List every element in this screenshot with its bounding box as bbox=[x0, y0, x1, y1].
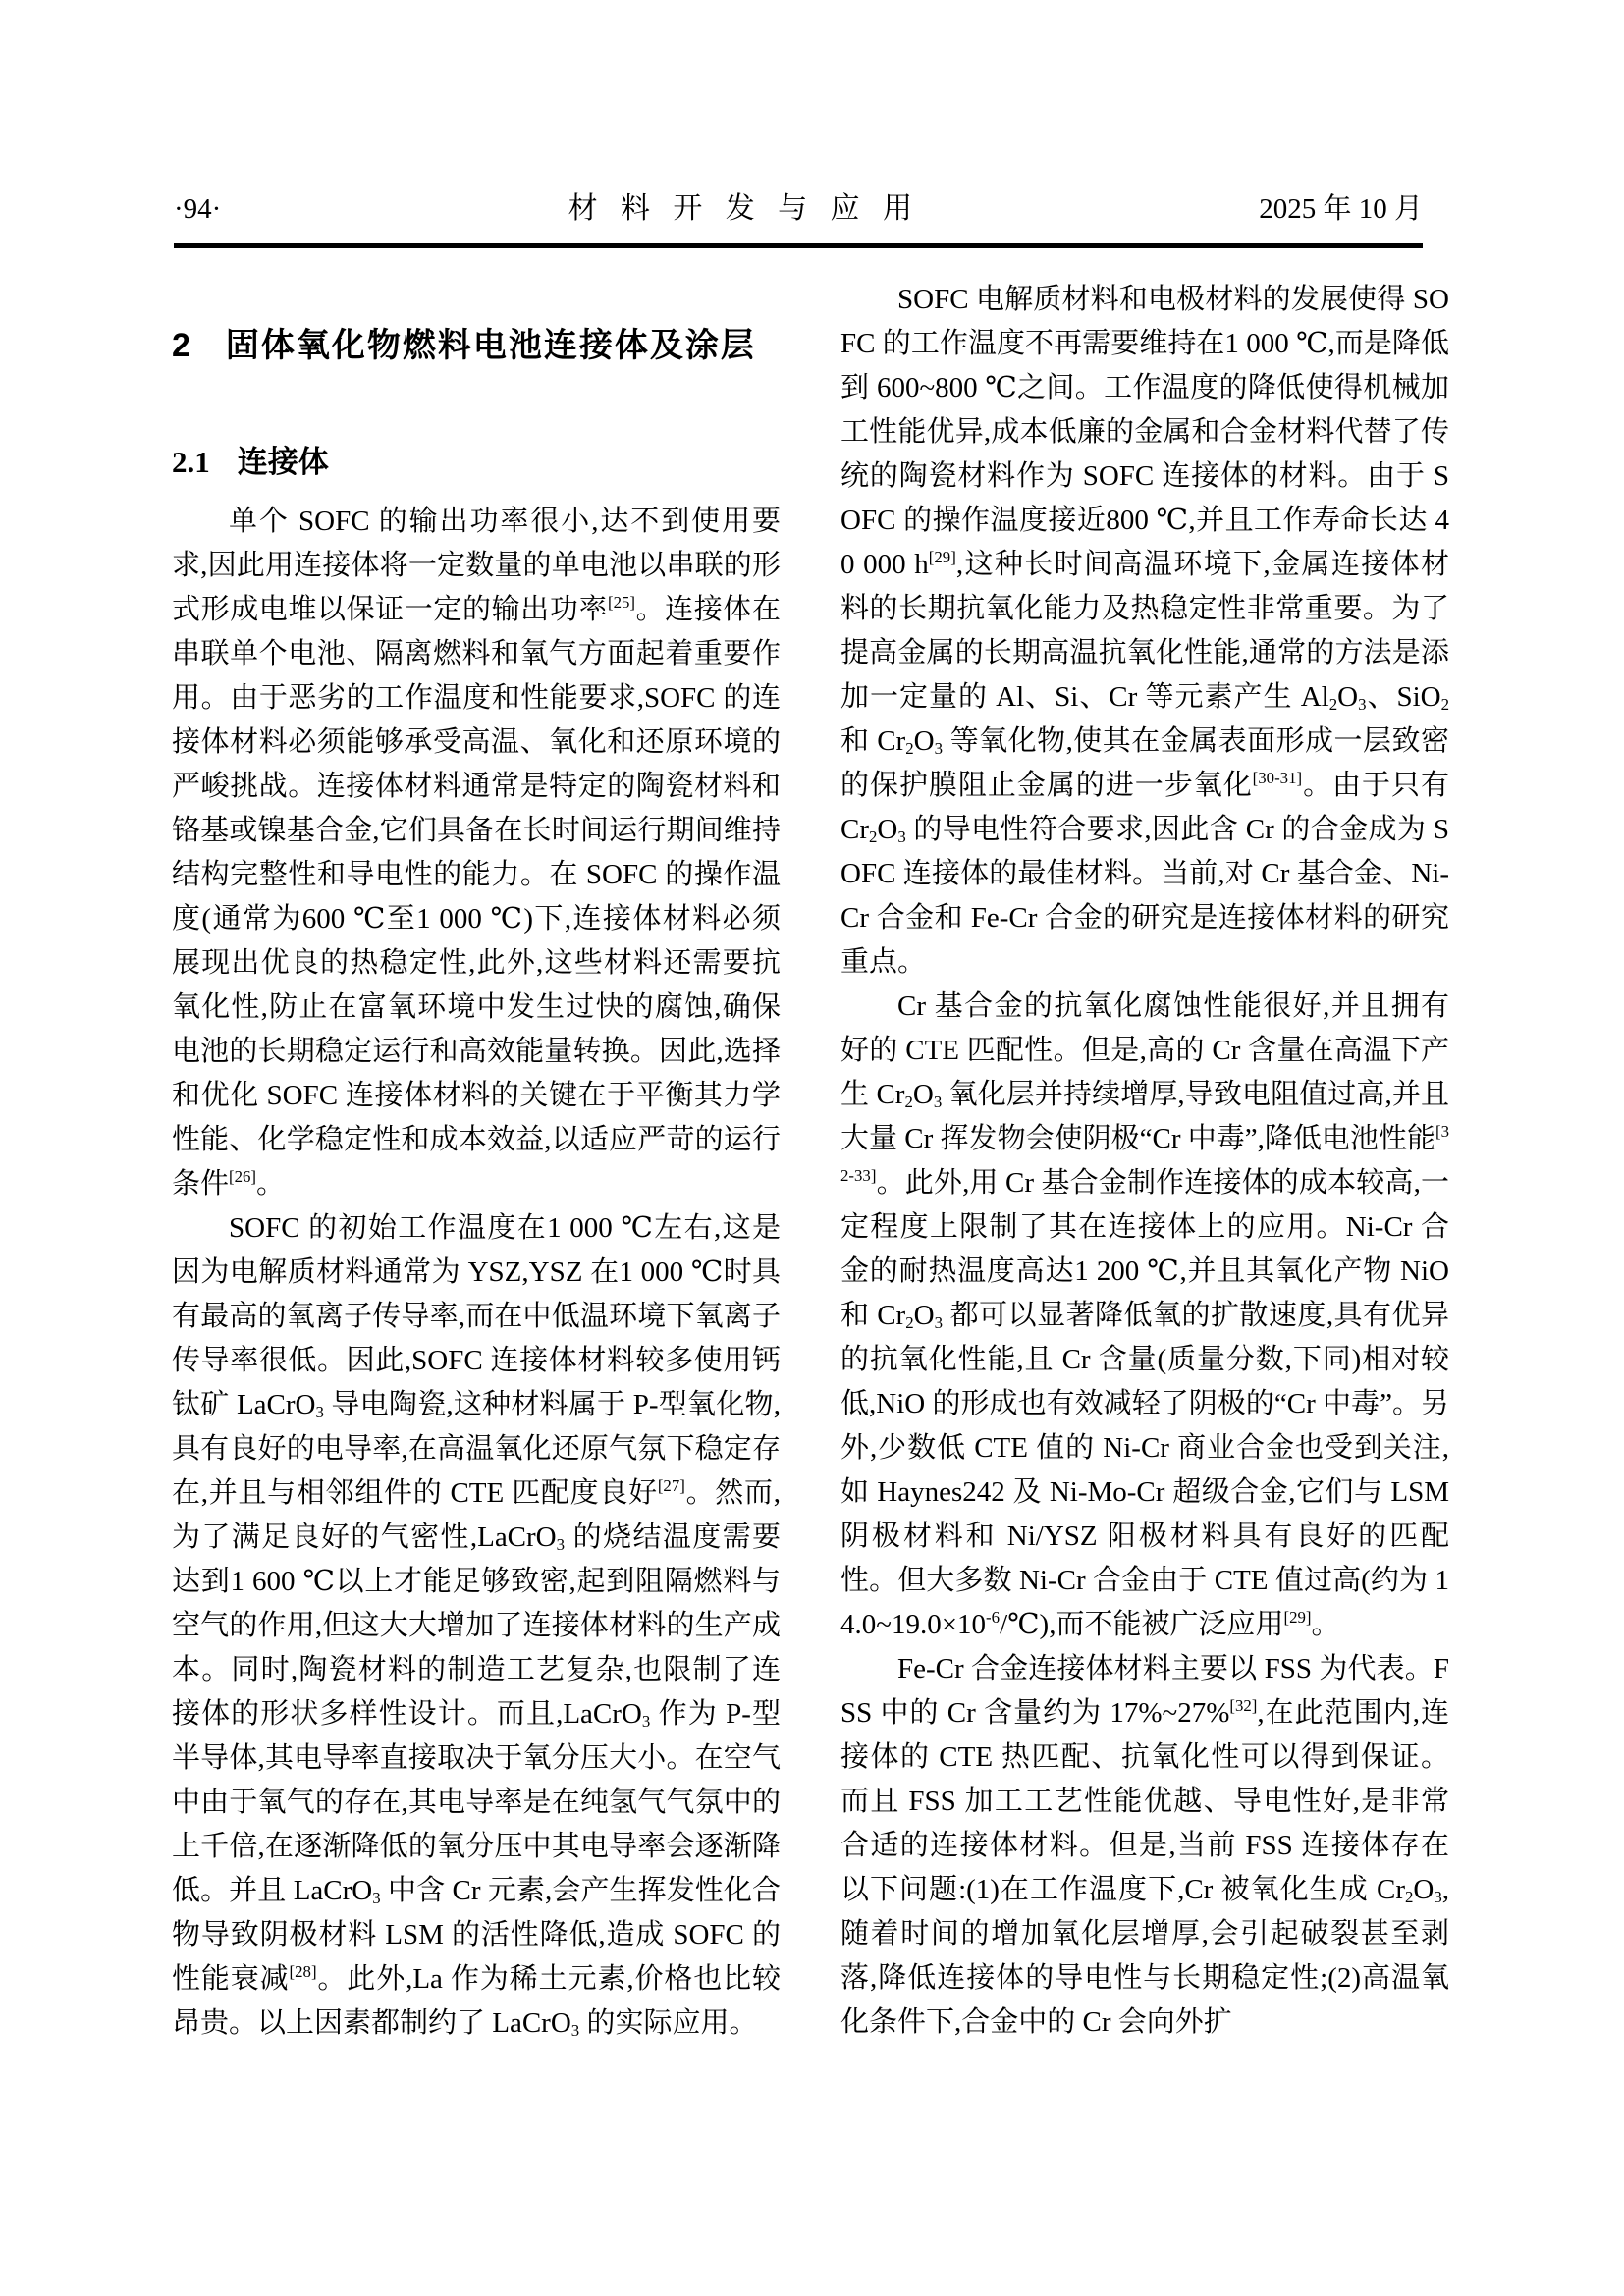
subsection-title: 连接体 bbox=[237, 445, 329, 479]
page-number: ·94· bbox=[174, 193, 222, 225]
section-heading bbox=[172, 322, 781, 369]
section-title: 固体氧化物燃料电池连接体及涂层 bbox=[225, 327, 756, 364]
issue-date: 2025 年 10 月 bbox=[1259, 193, 1423, 225]
paragraph-right-2: Cr 基合金的抗氧化腐蚀性能很好,并且拥有好的 CTE 匹配性。但是,高的 Cr 含量在高温下产生 $Cr_2O_3$ 氧化层并持续增厚,导致电阻值过高,并且大量 Cr 挥发物会使阴极“Cr 中毒”,降低电池性能[32-33]。此外,用 Cr 基合金制作连接体的成本较高,一定程度上限制了其在连接体上的应用。Ni-Cr 合金的耐热温度高达1 200 ℃,并且其氧化产物 NiO 和 $Cr_2O_3$ 都可以显著降低氧的扩散速度,具有优异的抗氧化性能,且 Cr 含量(质量分数,下同)相对较低,NiO 的形成也有效减轻了阴极的“Cr 中毒”。另外,少数低 CTE 值的 Ni-Cr 商业合金也受到关注,如 Haynes242 及 Ni-Mo-Cr 超级合金,它们与 LSM 阴极材料和 Ni/YSZ 阳极材料具有良好的匹配性。但大多数 Ni-Cr 合金由于 CTE 值过高(约为 $14.0\sim 19.0\times 10^{-6}/℃$),而不能被广泛应用[29]。 bbox=[840, 990, 1449, 1640]
subsection-number: 2.1 bbox=[172, 445, 210, 479]
paragraph-left-2: SOFC 的初始工作温度在1 000 ℃左右,这是因为电解质材料通常为 YSZ,YSZ 在1 000 ℃时具有最高的氧离子传导率,而在中低温环境下氧离子传导率很低。因此,SOFC 连接体材料较多使用钙钛矿 LaCrO$_3$ 导电陶瓷,这种材料属于 P-型氧化物,具有良好的电导率,在高温氧化还原气氛下稳定存在,并且与相邻组件的 CTE 匹配度良好[27]。然而,为了满足良好的气密性,LaCrO$_3$ 的烧结温度需要达到1 600 ℃以上才能足够致密,起到阻隔燃料与空气的作用,但这大大增加了连接体材料的生产成本。同时,陶瓷材料的制造工艺复杂,也限制了连接体的形状多样性设计。而且,LaCrO$_3$ 作为 P-型半导体,其电导率直接取决于氧分压大小。在空气中由于氧气的存在,其电导率是在纯氢气气氛中的上千倍,在逐渐降低的氧分压中其电导率会逐渐降低。并且 LaCrO$_3$ 中含 Cr 元素,会产生挥发性化合物导致阴极材料 LSM 的活性降低,造成 SOFC 的性能衰减[28]。此外,La 作为稀土元素,价格也比较昂贵。以上因素都制约了 LaCrO$_3$ 的实际应用。 bbox=[172, 1212, 781, 2041]
subsection-heading bbox=[172, 440, 781, 484]
paragraph-right-3: Fe-Cr 合金连接体材料主要以 FSS 为代表。FSS 中的 Cr 含量约为 17%~27%[32],在此范围内,连接体的 CTE 热匹配、抗氧化性可以得到保证。而且 FSS 加工工艺性能优越、导电性好,是非常合适的连接体材料。但是,当前 FSS 连接体存在以下问题:(1)在工作温度下,Cr 被氧化生成 $Cr_2O_3$,随着时间的增加氧化层增厚,会引起破裂甚至剥落,降低连接体的导电性与长期稳定性;(2)高温氧化条件下,合金中的 Cr 会向外扩 bbox=[840, 1653, 1449, 2038]
right-column bbox=[840, 278, 1449, 2046]
left-column bbox=[172, 278, 781, 2046]
journal-title: 材料开发与应用 bbox=[568, 192, 936, 225]
header-rule bbox=[174, 243, 1423, 248]
section-number: 2 bbox=[172, 327, 190, 364]
article-body bbox=[172, 278, 1449, 2046]
paragraph-left-1: 单个 SOFC 的输出功率很小,达不到使用要求,因此用连接体将一定数量的单电池以串联的形式形成电堆以保证一定的输出功率[25]。连接体在串联单个电池、隔离燃料和氧气方面起着重要作用。由于恶劣的工作温度和性能要求,SOFC 的连接体材料必须能够承受高温、氧化和还原环境的严峻挑战。连接体材料通常是特定的陶瓷材料和铬基或镍基合金,它们具备在长时间运行期间维持结构完整性和导电性的能力。在 SOFC 的操作温度(通常为600 ℃至1 000 ℃)下,连接体材料必须展现出优良的热稳定性,此外,这些材料还需要抗氧化性,防止在富氧环境中发生过快的腐蚀,确保电池的长期稳定运行和高效能量转换。因此,选择和优化 SOFC 连接体材料的关键在于平衡其力学性能、化学稳定性和成本效益,以适应严苛的运行条件[26]。 bbox=[172, 506, 781, 1200]
page-header bbox=[174, 188, 1423, 230]
paragraph-right-1: SOFC 电解质材料和电极材料的发展使得 SOFC 的工作温度不再需要维持在1 000 ℃,而是降低到 600~800 ℃之间。工作温度的降低使得机械加工性能优异,成本低廉的金属和合金材料代替了传统的陶瓷材料作为 SOFC 连接体的材料。由于 SOFC 的操作温度接近800 ℃,并且工作寿命长达 40 000 h[29],这种长时间高温环境下,金属连接体材料的长期抗氧化能力及热稳定性非常重要。为了提高金属的长期高温抗氧化性能,通常的方法是添加一定量的 Al、Si、Cr 等元素产生 $Al_2O_3$、SiO$_2$ 和 $Cr_2O_3$ 等氧化物,使其在金属表面形成一层致密的保护膜阻止金属的进一步氧化[30-31]。由于只有 $Cr_2O_3$ 的导电性符合要求,因此含 Cr 的合金成为 SOFC 连接体的最佳材料。当前,对 Cr 基合金、Ni-Cr 合金和 Fe-Cr 合金的研究是连接体材料的研究重点。 bbox=[840, 284, 1449, 978]
